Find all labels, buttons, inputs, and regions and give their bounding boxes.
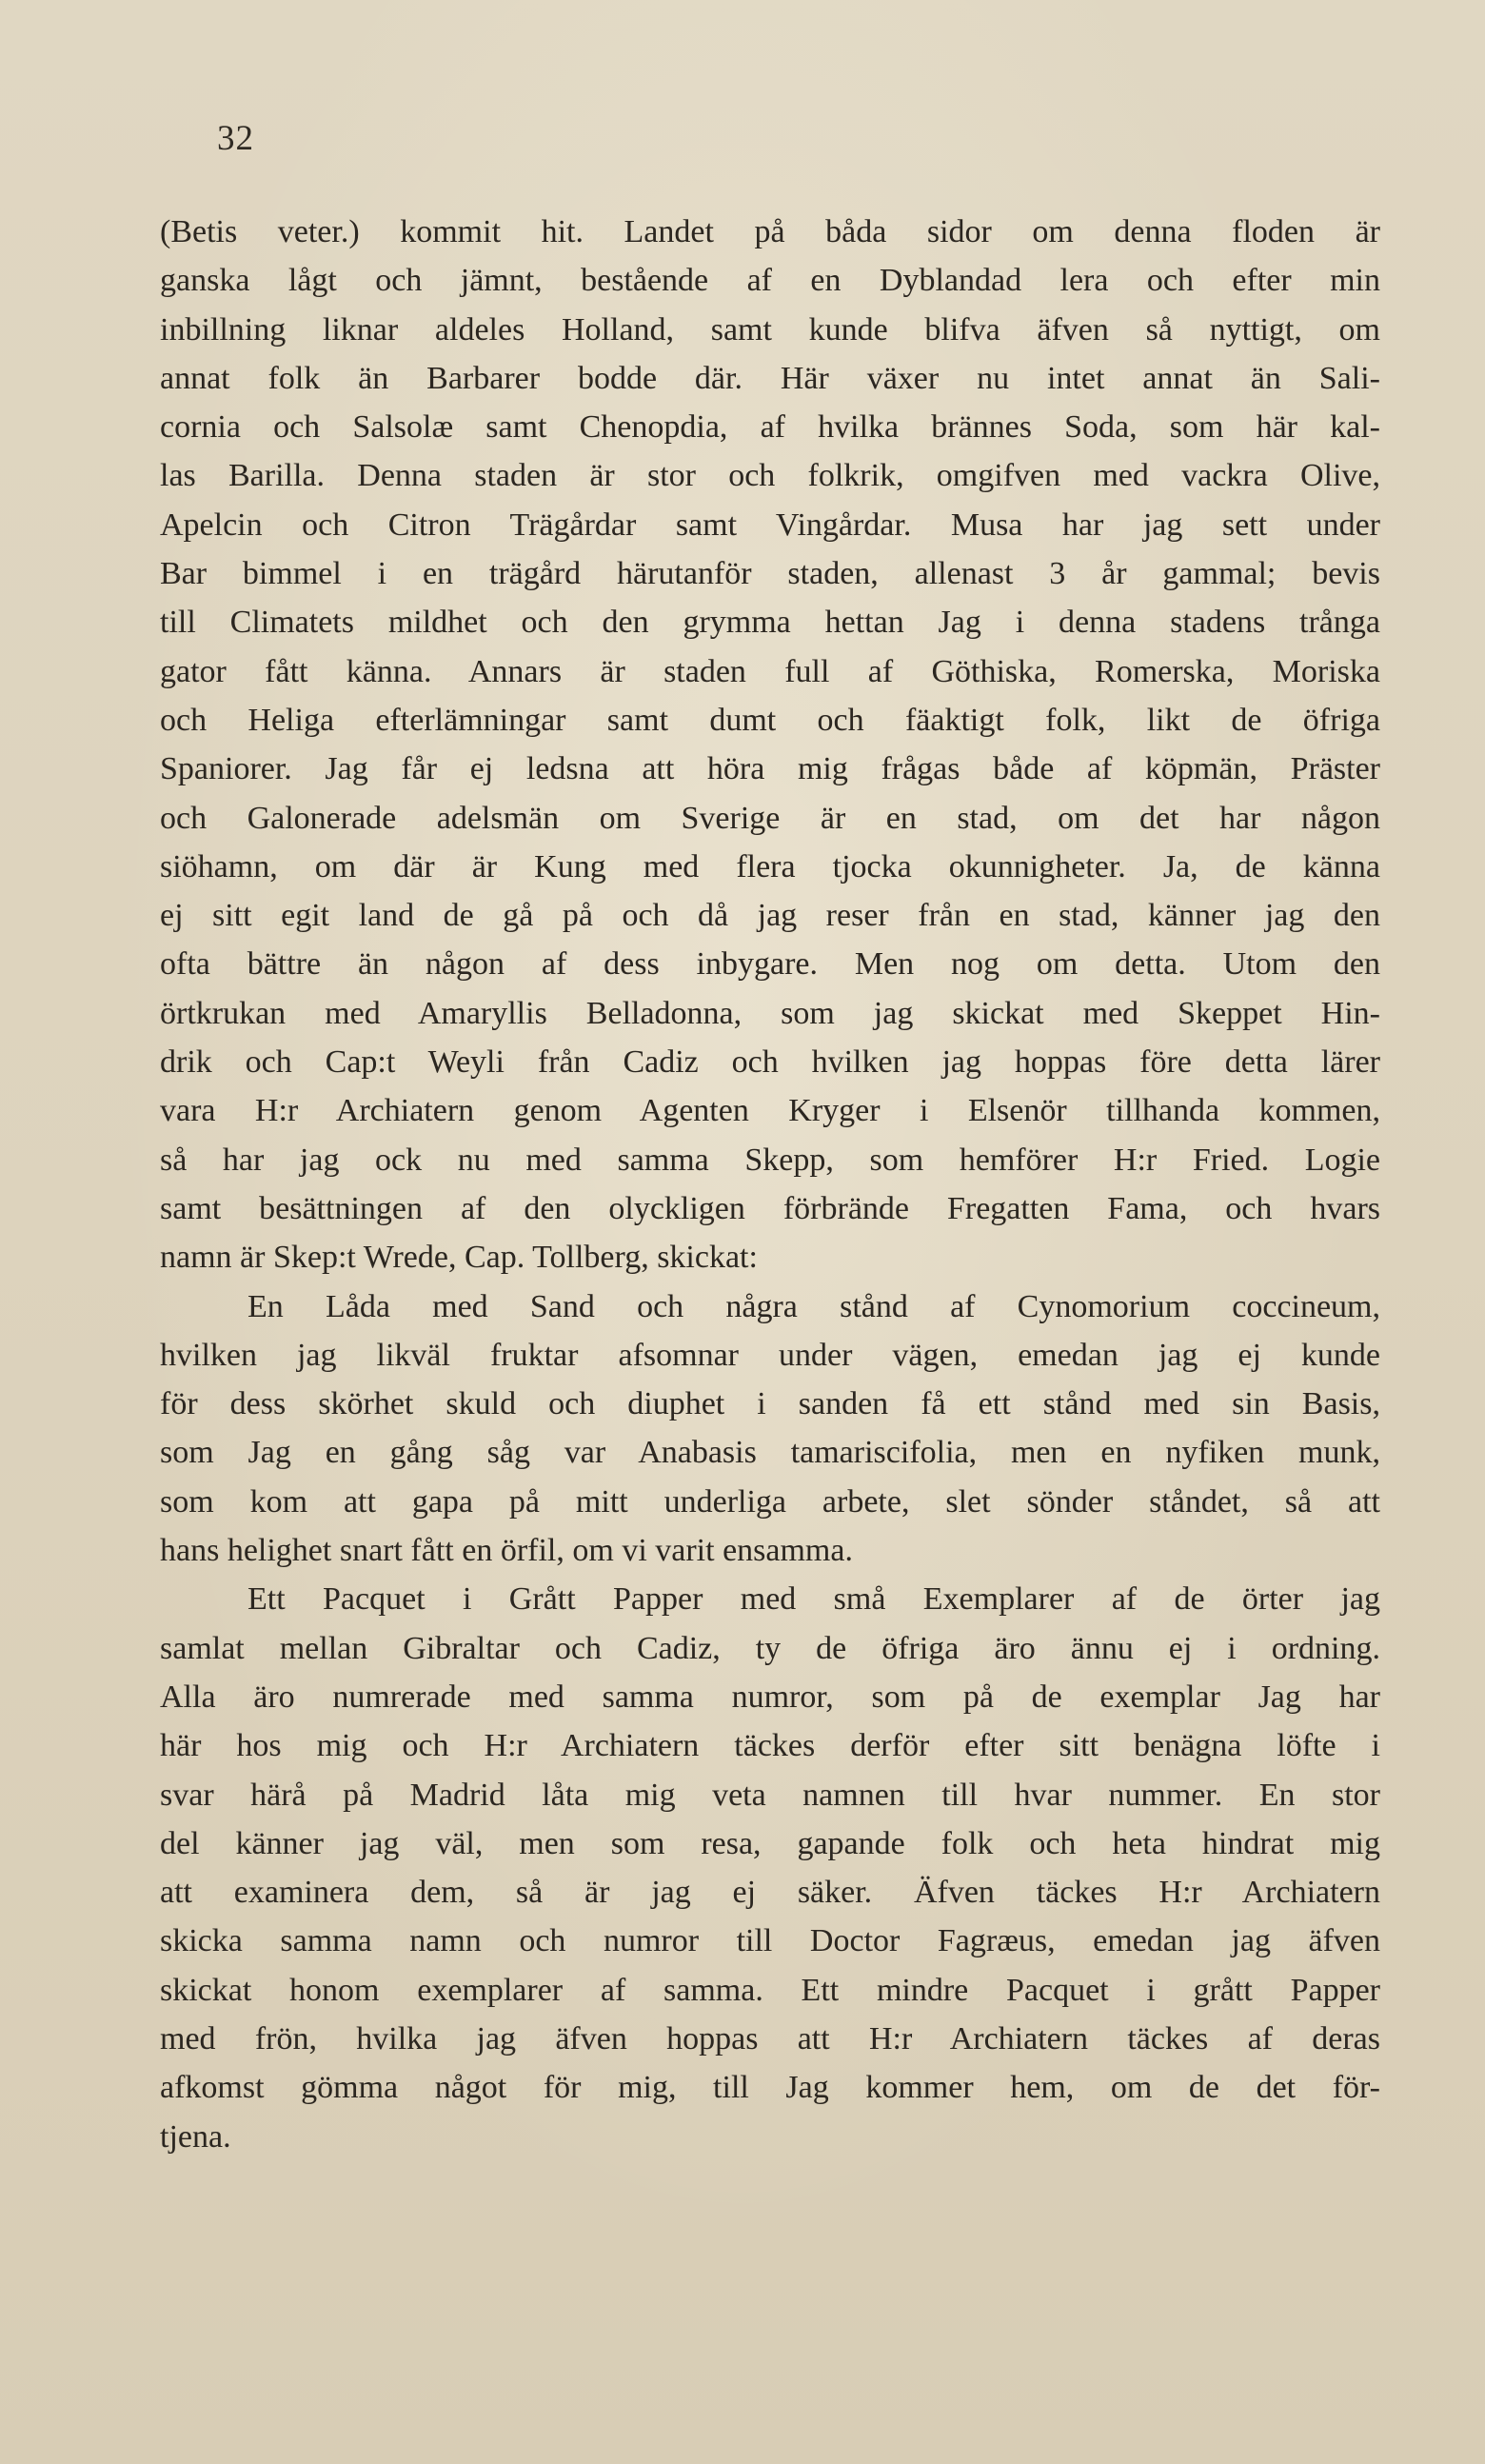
text-line: och Heliga efterlämningar samt dumt och fäaktigt folk, likt de öfriga xyxy=(160,702,1380,738)
text-line: Alla äro numrerade med samma numror, som på de exemplar Jag har xyxy=(160,1679,1380,1715)
text-line: svar härå på Madrid låta mig veta namnen till hvar nummer. En stor xyxy=(160,1777,1380,1813)
text-line: så har jag ock nu med samma Skepp, som hemförer H:r Fried. Logie xyxy=(160,1142,1380,1178)
text-line: ej sitt egit land de gå på och då jag reser från en stad, känner jag den xyxy=(160,898,1380,934)
text-line: skickat honom exemplarer af samma. Ett mindre Pacquet i grått Papper xyxy=(160,1972,1380,2008)
text-line: för dess skörhet skuld och diuphet i sanden få ett stånd med sin Basis, xyxy=(160,1386,1380,1422)
text-line: som Jag en gång såg var Anabasis tamariscifolia, men en nyfiken munk, xyxy=(160,1435,1380,1471)
text-line: annat folk än Barbarer bodde där. Här växer nu intet annat än Sali- xyxy=(160,360,1380,396)
text-line: samt besättningen af den olyckligen förbrände Fregatten Fama, och hvars xyxy=(160,1190,1380,1226)
text-line: samlat mellan Gibraltar och Cadiz, ty de öfriga äro ännu ej i ordning. xyxy=(160,1630,1380,1666)
page-number: 32 xyxy=(217,119,254,158)
text-line: tjena. xyxy=(160,2118,231,2155)
text-line: siöhamn, om där är Kung med flera tjocka okunnigheter. Ja, de känna xyxy=(160,848,1380,884)
text-line: afkomst gömma något för mig, till Jag kommer hem, om de det för- xyxy=(160,2070,1380,2106)
paragraph-1 xyxy=(160,208,1380,1282)
text-line: (Betis veter.) kommit hit. Landet på båda sidor om denna floden är xyxy=(160,214,1380,249)
text-line: här hos mig och H:r Archiatern täckes derför efter sitt benägna löfte i xyxy=(160,1728,1380,1764)
text-line: ofta bättre än någon af dess inbygare. Men nog om detta. Utom den xyxy=(160,946,1380,983)
text-line: Bar bimmel i en trägård härutanför staden, allenast 3 år gammal; bevis xyxy=(160,556,1380,592)
text-line: inbillning liknar aldeles Holland, samt kunde blifva äfven så nyttigt, om xyxy=(160,311,1380,348)
text-line: att examinera dem, så är jag ej säker. Äfven täckes H:r Archiatern xyxy=(160,1875,1380,1911)
text-line: hans helighet snart fått en örfil, om vi varit ensamma. xyxy=(160,1533,853,1569)
text-line: En Låda med Sand och några stånd af Cynomorium coccineum, xyxy=(248,1288,1380,1324)
text-line: med frön, hvilka jag äfven hoppas att H:r Archiatern täckes af deras xyxy=(160,2020,1380,2057)
text-line: Spaniorer. Jag får ej ledsna att höra mig frågas både af köpmän, Präster xyxy=(160,751,1380,787)
text-line: namn är Skep:t Wrede, Cap. Tollberg, skickat: xyxy=(160,1240,758,1276)
text-line: örtkrukan med Amaryllis Belladonna, som jag skickat med Skeppet Hin- xyxy=(160,995,1380,1031)
body-text xyxy=(160,208,1380,2161)
text-line: cornia och Salsolæ samt Chenopdia, af hvilka brännes Soda, som här kal- xyxy=(160,409,1380,446)
text-line: Ett Pacquet i Grått Papper med små Exemplarer af de örter jag xyxy=(248,1581,1380,1618)
text-line: drik och Cap:t Weyli från Cadiz och hvilken jag hoppas före detta lärer xyxy=(160,1044,1380,1081)
text-line: hvilken jag likväl fruktar afsomnar under vägen, emedan jag ej kunde xyxy=(160,1337,1380,1373)
text-line: gator fått känna. Annars är staden full af Göthiska, Romerska, Moriska xyxy=(160,653,1380,689)
text-line: som kom att gapa på mitt underliga arbete, slet sönder ståndet, så att xyxy=(160,1483,1380,1520)
text-line: vara H:r Archiatern genom Agenten Kryger i Elsenör tillhanda kommen, xyxy=(160,1093,1380,1129)
text-line: ganska lågt och jämnt, bestående af en Dyblandad lera och efter min xyxy=(160,263,1380,299)
text-line: del känner jag väl, men som resa, gapande folk och heta hindrat mig xyxy=(160,1825,1380,1861)
text-line: las Barilla. Denna staden är stor och folkrik, omgifven med vackra Olive, xyxy=(160,458,1380,494)
text-line: skicka samma namn och numror till Doctor Fagræus, emedan jag äfven xyxy=(160,1923,1380,1959)
paragraph-2 xyxy=(160,1282,1380,1576)
text-line: Apelcin och Citron Trägårdar samt Vingårdar. Musa har jag sett under xyxy=(160,507,1380,543)
text-line: och Galonerade adelsmän om Sverige är en stad, om det har någon xyxy=(160,800,1380,836)
paragraph-3 xyxy=(160,1575,1380,2161)
text-line: till Climatets mildhet och den grymma hettan Jag i denna stadens trånga xyxy=(160,605,1380,641)
